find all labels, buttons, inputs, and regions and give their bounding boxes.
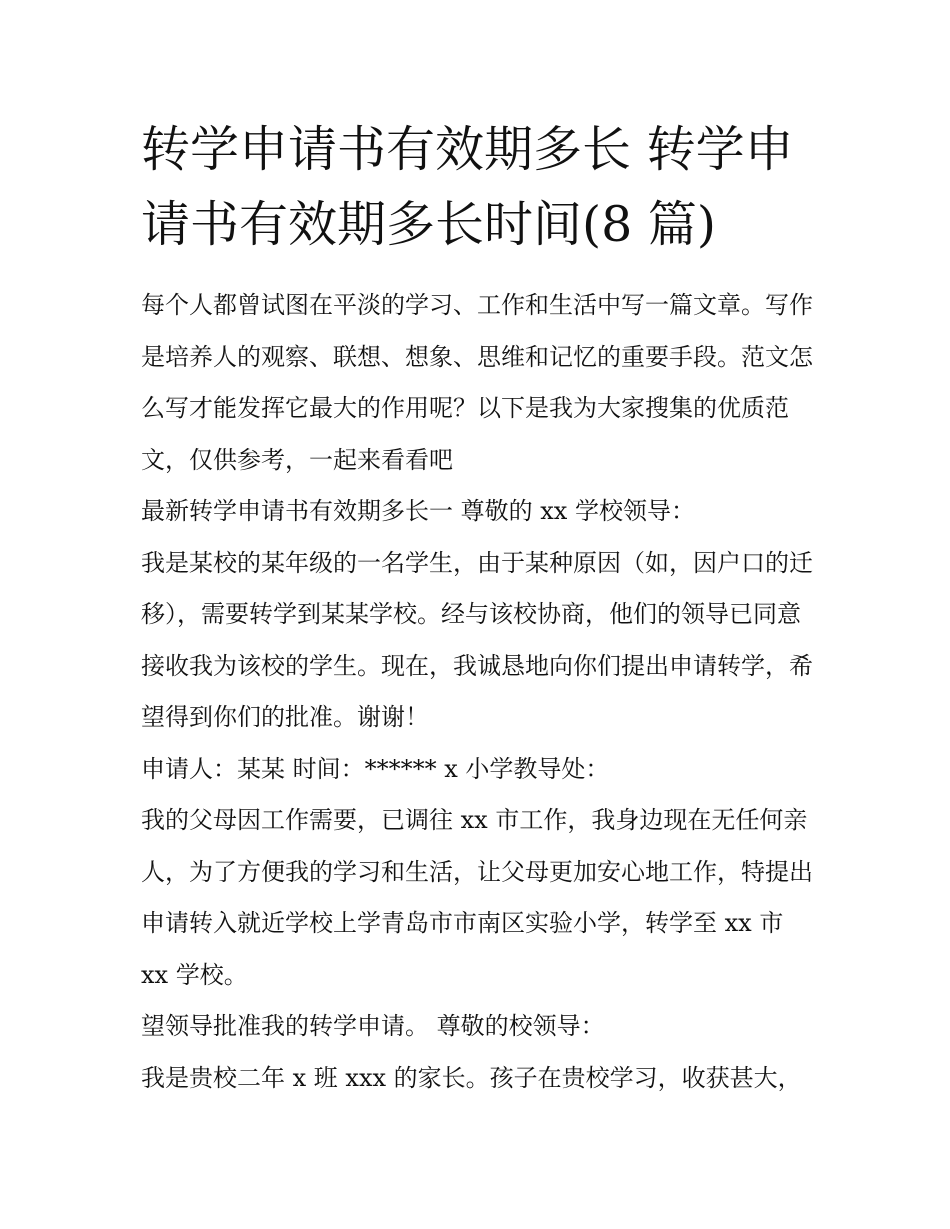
paragraph-letter-2: 我的父母因工作需要，已调往 xx 市工作，我身边现在无任何亲人，为了方便我的学习和生活，让父母更加安心地工作，特提出申请转入就近学校上学青岛市市南区实验小学，转学至 xx 市 xx 学校。 <box>141 806 813 989</box>
document-body <box>141 280 813 1104</box>
paragraph-intro: 每个人都曾试图在平淡的学习、工作和生活中写一篇文章。写作是培养人的观察、联想、想象、思维和记忆的重要手段。范文怎么写才能发挥它最大的作用呢？以下是我为大家搜集的优质范文，仅供参考，一起来看看吧 <box>141 291 813 474</box>
paragraph-letter-1: 我是某校的某年级的一名学生，由于某种原因（如，因户口的迁移），需要转学到某某学校。经与该校协商，他们的领导已同意接收我为该校的学生。现在，我诚恳地向你们提出申请转学，希望得到你们的批准。谢谢！ <box>141 548 813 731</box>
paragraph-heading-1: 最新转学申请书有效期多长一 尊敬的 xx 学校领导： <box>141 497 695 525</box>
paragraph-signature: 申请人：某某 时间：****** x 小学教导处： <box>141 754 610 783</box>
document-title: 转学申请书有效期多长 转学申请书有效期多长时间(8 篇) <box>141 121 794 253</box>
paragraph-request: 望领导批准我的转学申请。 尊敬的校领导： <box>141 1012 605 1040</box>
paragraph-letter-3: 我是贵校二年 x 班 xxx 的家长。孩子在贵校学习，收获甚大， <box>141 1063 802 1092</box>
document-content <box>141 112 813 1104</box>
